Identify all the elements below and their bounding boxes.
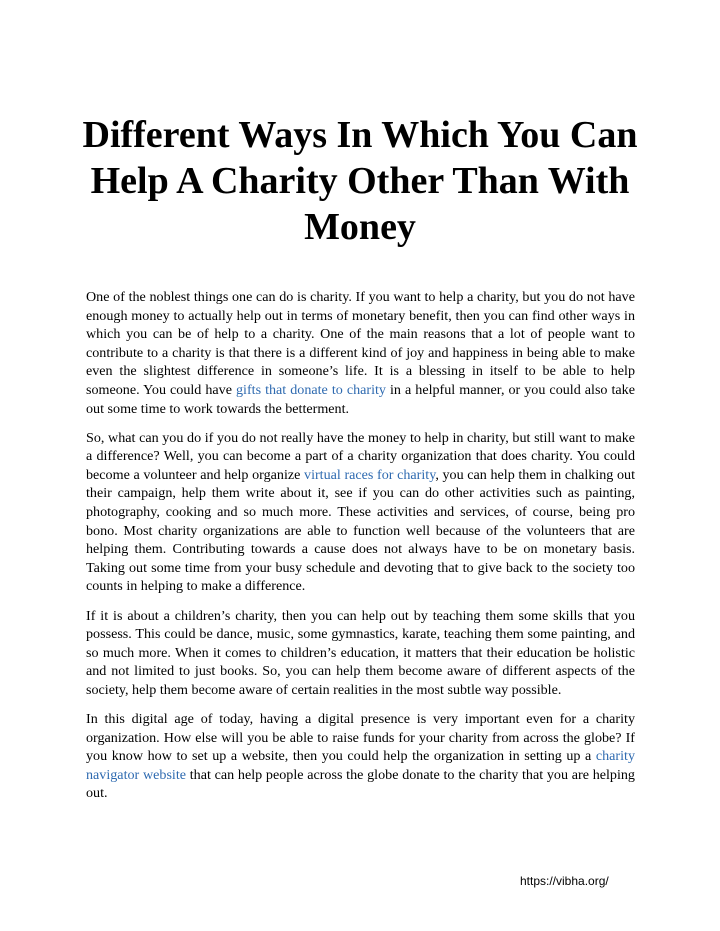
paragraph-3: If it is about a children’s charity, then you can help out by teaching them some skills that you possess. This could be dance, music, some gymnastics, karate, teaching them some painting, and so much more. When it comes to children’s education, it matters that their education be holistic and not limited to just books. So, you can help them become aware of different aspects of the society, help them become aware of certain realities in the most subtle way possible. <box>86 607 635 698</box>
paragraph-1-text-after: in a helpful manner, or you could also take out some time to work towards the betterment. <box>86 381 635 417</box>
paragraph-2 <box>86 429 635 596</box>
gifts-that-donate-link[interactable]: gifts that donate to charity <box>236 381 386 398</box>
paragraph-2-text-before: So, what can you do if you do not really have the money to help in charity, but still want to make a difference? Well, you can become a part of a charity organization that does charity. You could become a volunteer and help organize <box>86 429 635 483</box>
footer-url: https://vibha.org/ <box>520 874 609 888</box>
paragraph-4 <box>86 710 635 803</box>
paragraph-1 <box>86 288 635 418</box>
paragraph-4-text-before: In this digital age of today, having a digital presence is very important even for a charity organization. How else will you be able to raise funds for your charity from across the globe? If you know how to set up a website, then you could help the organization in setting up a <box>86 710 635 765</box>
paragraph-2-text-after: , you can help them in chalking out their campaign, help them write about it, see if you can do other activities such as painting, photography, cooking and so much more. These activities and services, of course, being pro bono. Most charity organizations are able to function well because of the volunteers that are helping them. Contributing towards a cause does not always have to be on monetary basis. Taking out some time from your busy schedule and devoting that to give back to the society too counts in helping to make a difference. <box>86 466 635 595</box>
paragraph-1-text-before: One of the noblest things one can do is charity. If you want to help a charity, but you do not have enough money to actually help out in terms of monetary benefit, then you can find other ways in which you can be of help to a charity. One of the main reasons that a lot of people want to contribute to a charity is that there is a different kind of joy and happiness in being able to make even the slightest difference in someone’s life. It is a blessing in itself to be able to help someone. You could have <box>86 289 635 398</box>
paragraph-4-text-after: that can help people across the globe donate to the charity that you are helping out. <box>86 766 635 802</box>
article-body <box>86 288 635 813</box>
virtual-races-link[interactable]: virtual races for charity <box>304 466 436 483</box>
page-title: Different Ways In Which You Can Help A Charity Other Than With Money <box>82 114 638 248</box>
charity-navigator-link[interactable]: charity navigator website <box>86 748 635 783</box>
